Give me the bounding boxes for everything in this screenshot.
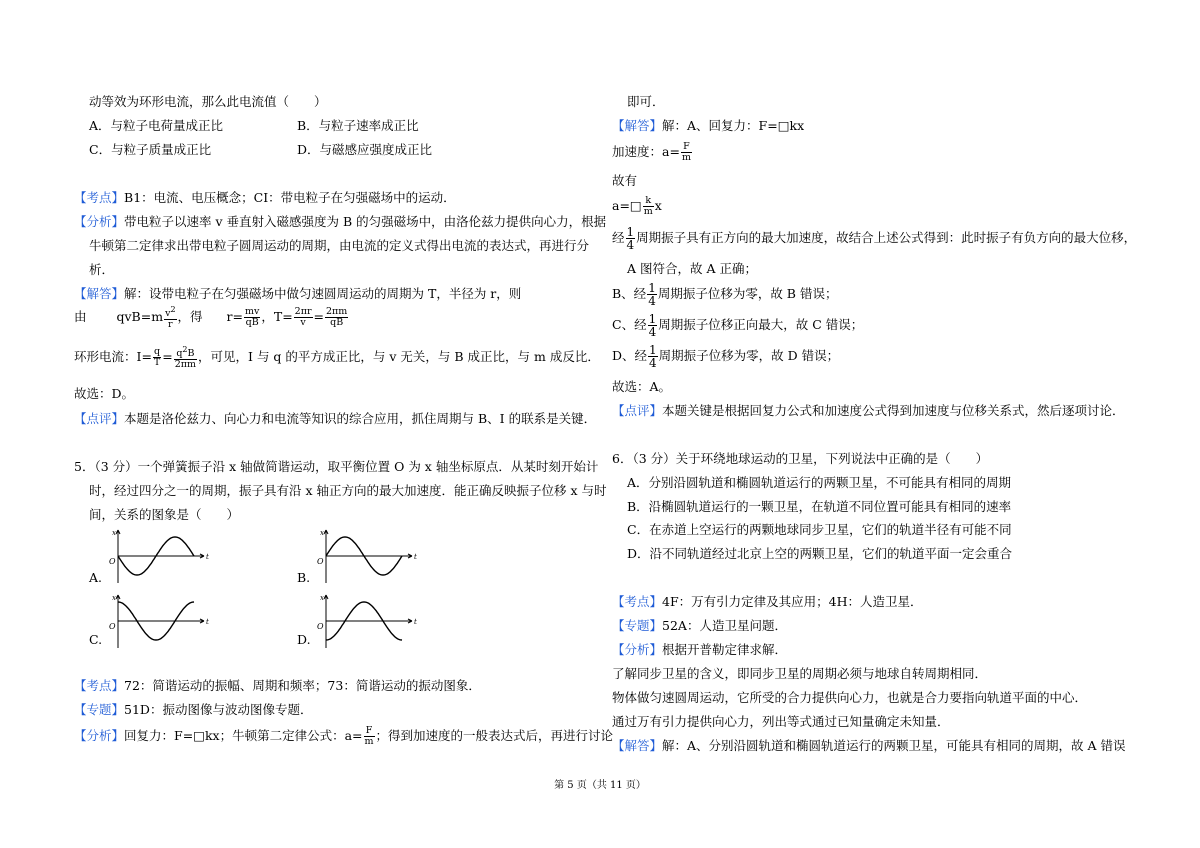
jieda-row [74,286,521,302]
d-pre: D、经 [612,348,648,363]
axis-t-label: t [206,553,209,561]
aeq-post: x [654,198,662,213]
axis-t-label: t [206,618,209,626]
frac-one-quarter [648,344,658,369]
frac-2pim-over-qb [325,307,348,328]
eq2-post: ，可见，I 与 q 的平方成正比，与 v 无关，与 B 成正比，与 m 成反比． [198,349,600,365]
accel-row [612,140,693,164]
zhuanti6-tag: 【专题】 [612,618,663,633]
fenxi-row [74,214,606,230]
wuti-line: 物体做匀速圆周运动，它所受的合力提供向心力，也就是合力要指向轨道平面的中心． [612,690,1088,705]
frac-num: 1 [648,312,657,326]
frac-f-over-m [364,726,375,747]
kaodian-text: B1：电流、电压概念；CI：带电粒子在匀强磁场中的运动． [124,190,456,205]
accel-pre: 加速度：a= [612,144,680,159]
eq-qvb: qvB=m [116,309,164,325]
frac-one-quarter [648,313,658,338]
axis-t-label: t [414,618,417,626]
fenxi-line-1: 带电粒子以速率 v 垂直射入磁感强度为 B 的匀强磁场中，由洛伦兹力提供向心力，根据 [124,214,607,229]
b-pre: B、经 [612,286,647,301]
frac-num: 2πr [294,306,312,318]
equation-current [74,345,600,370]
graph-a [106,526,212,584]
kaodian5-row [74,678,481,694]
frac-num: 1 [648,281,656,295]
graph-c [106,591,212,649]
frac-num: 1 [649,343,657,357]
frac-num: q [176,348,183,360]
c-post: 周期振子位移正向最大，故 C 错误； [658,317,864,332]
r-jieda-text: 解：A、回复力：F=□kx [662,118,805,133]
frac-num: 1 [626,225,635,239]
q5-line-2: 时，经过四分之一的周期，振子具有沿 x 轴正方向的最大加速度．能正确反映振子位移 x 与时 [89,483,607,498]
frac-q-over-t [153,347,161,368]
eq2-equals: = [162,349,173,365]
jieda6-tag: 【解答】 [612,738,663,753]
frac-num-b: B [187,348,195,360]
sup-two: 2 [182,345,188,354]
jing1-row [612,226,1136,251]
jieda6-row [612,738,1126,754]
jieda6-text: 解：A、分别沿圆轨道和椭圆轨道运行的两颗卫星，可能具有相同的周期，故 A 错误 [662,738,1126,753]
origin-label: O [109,557,116,566]
frac-num: F [681,142,692,153]
fenxi5-post: ；得到加速度的一般表达式后，再进行讨论 [375,728,614,743]
r-dianping-row [612,403,1125,419]
r-dianping-text: 本题关键是根据回复力公式和加速度公式得到加速度与位移关系式，然后逐项讨论． [662,403,1125,418]
kaodian-row [74,190,456,206]
kaodian5-text: 72：简谐运动的振幅、周期和频率；73：简谐运动的振动图象． [124,678,481,693]
frac-den: 4 [649,356,657,370]
frac-den: m [364,736,374,747]
frac-one-quarter [647,282,657,307]
kaodian6-row [612,594,923,610]
fenxi6-tag: 【分析】 [612,642,663,657]
graph-b [314,526,420,584]
frac-den: 4 [648,325,657,339]
eq-equals: = [313,309,324,325]
frac-2pir-over-v [294,307,313,328]
fenxi-line-2: 牛顿第二定律求出带电粒子圆周运动的周期，由电流的定义式得出电流的表达式，再进行分 [89,238,590,253]
jing1-post: 周期振子具有正方向的最大加速度，故结合上述公式得到：此时振子有负方向的最大位移， [636,230,1137,245]
c-row [612,313,863,338]
frac-den: m [643,206,653,217]
origin-label: O [317,622,324,631]
tongguo-line: 通过万有引力提供向心力，列出等式通过已知量确定未知量． [612,714,950,729]
frac-num: F [364,726,375,737]
frac-den: m [681,152,691,163]
zhuanti6-text: 52A：人造卫星问题． [662,618,787,633]
axis-t-label: t [414,553,417,561]
frac-num: k [643,196,654,207]
frac-num: v [165,308,171,320]
frac-den: 4 [648,294,656,308]
c-pre: C、经 [612,317,647,332]
frac-den: T [153,357,161,369]
frac-num: 2πm [326,306,348,318]
q4-option-a: A．与粒子电荷量成正比 [89,118,224,133]
q4-stem-tail: 动等效为环形电流，那么此电流值（ ） [89,94,327,109]
tongbu-line: 了解同步卫星的含义，即同步卫星的周期必须与地球自转周期相同． [612,666,988,681]
zhuanti6-row [612,618,787,634]
fenxi5-pre: 回复力：F=□kx；牛顿第二定律公式：a= [124,728,363,743]
r-dianping-tag: 【点评】 [612,403,663,418]
q6-option-d: D．沿不同轨道经过北京上空的两颗卫星，它们的轨道平面一定会重合 [627,546,1013,561]
fenxi6-row [612,642,787,658]
r-jieda-row [612,118,804,134]
frac-den: 2πm [174,359,197,371]
zhuanti5-text: 51D：振动图像与波动图像专题． [124,702,313,717]
guxuan-d: 故选：D。 [74,386,135,401]
kaodian6-tag: 【考点】 [612,594,663,609]
q6-stem: 6．（3 分）关于环绕地球运动的卫星，下列说法中正确的是（ ） [612,451,989,466]
fenxi5-row [74,724,613,748]
eq-t: ，T= [261,309,293,325]
a-ok: A 图符合，故 A 正确； [627,261,757,276]
guyou: 故有 [612,173,638,188]
fenxi-tag: 【分析】 [74,214,125,229]
fenxi5-tag: 【分析】 [74,728,125,743]
eq-de: ，得 [177,309,203,325]
dianping-tag: 【点评】 [74,411,125,426]
q5-option-d-label: D. [297,632,311,647]
axis-x-label: x [320,594,324,602]
axis-x-label: x [320,529,324,537]
eq-r: r= [226,309,243,325]
frac-den: 4 [626,238,635,252]
q4-option-c: C．与粒子质量成正比 [89,142,212,157]
kaodian6-text: 4F：万有引力定律及其应用；4H：人造卫星． [662,594,923,609]
frac-den: r [168,319,173,331]
fenxi6-text: 根据开普勒定律求解． [662,642,788,657]
page-footer: 第 5 页（共 11 页） [554,780,646,791]
dianping-text: 本题是洛伦兹力、向心力和电流等知识的综合应用，抓住周期与 B、I 的联系是关键． [124,411,597,426]
frac-num: q [154,346,161,358]
kaodian5-tag: 【考点】 [74,678,125,693]
aeq-pre: a=□ [612,198,642,213]
q5-line-3: 间，关系的图象是（ ） [89,507,240,522]
sup-two: 2 [170,305,176,314]
d-row [612,344,839,369]
jieda-text: 解：设带电粒子在匀强磁场中做匀速圆周运动的周期为 T，半径为 r，则 [124,286,522,301]
r-jieda-tag: 【解答】 [612,118,663,133]
q4-option-b: B．与粒子速率成正比 [297,118,419,133]
zhuanti5-row [74,702,312,718]
kaodian-tag: 【考点】 [74,190,125,205]
equation-period [74,305,349,330]
jike: 即可． [627,94,665,109]
frac-q2b-over-2pim [174,345,197,370]
graph-d [314,591,420,649]
q6-option-c: C．在赤道上空运行的两颗地球同步卫星，它们的轨道半径有可能不同 [627,522,1012,537]
q5-option-b-label: B. [297,570,311,585]
b-row [612,282,837,307]
frac-k-over-m [643,196,654,217]
origin-label: O [109,622,116,631]
q6-option-b: B．沿椭圆轨道运行的一颗卫星，在轨道不同位置可能具有相同的速率 [627,499,1012,514]
q5-option-a-label: A. [89,570,103,585]
frac-num: mv [244,306,260,318]
a-eq-row [612,194,662,218]
d-post: 周期振子位移为零，故 D 错误； [658,348,840,363]
frac-den: qB [245,317,259,329]
fenxi-line-3: 析． [89,262,115,277]
frac-one-quarter [626,226,636,251]
frac-den: v [300,317,306,329]
frac-f-over-m-r [681,142,692,163]
axis-x-label: x [112,529,116,537]
frac-v2-over-r [164,305,176,330]
b-post: 周期振子位移为零，故 B 错误； [657,286,838,301]
zhuanti5-tag: 【专题】 [74,702,125,717]
q4-option-d: D．与磁感应强度成正比 [297,142,433,157]
q5-option-c-label: C. [89,632,103,647]
origin-label: O [317,557,324,566]
jing1-pre: 经 [612,230,625,245]
q6-option-a: A．分别沿圆轨道和椭圆轨道运行的两颗卫星，不可能具有相同的周期 [627,475,1012,490]
eq2-pre: 环形电流：I= [74,349,152,365]
dianping-row [74,411,596,427]
eq-you: 由 [74,309,87,325]
r-guxuan: 故选：A。 [612,379,672,394]
q5-line-1: 5．（3 分）一个弹簧振子沿 x 轴做简谐运动，取平衡位置 O 为 x 轴坐标原点．从某时刻开始计 [74,459,599,474]
frac-den: qB [330,317,344,329]
axis-x-label: x [112,594,116,602]
jieda-tag: 【解答】 [74,286,125,301]
frac-mv-over-qb [244,307,260,328]
